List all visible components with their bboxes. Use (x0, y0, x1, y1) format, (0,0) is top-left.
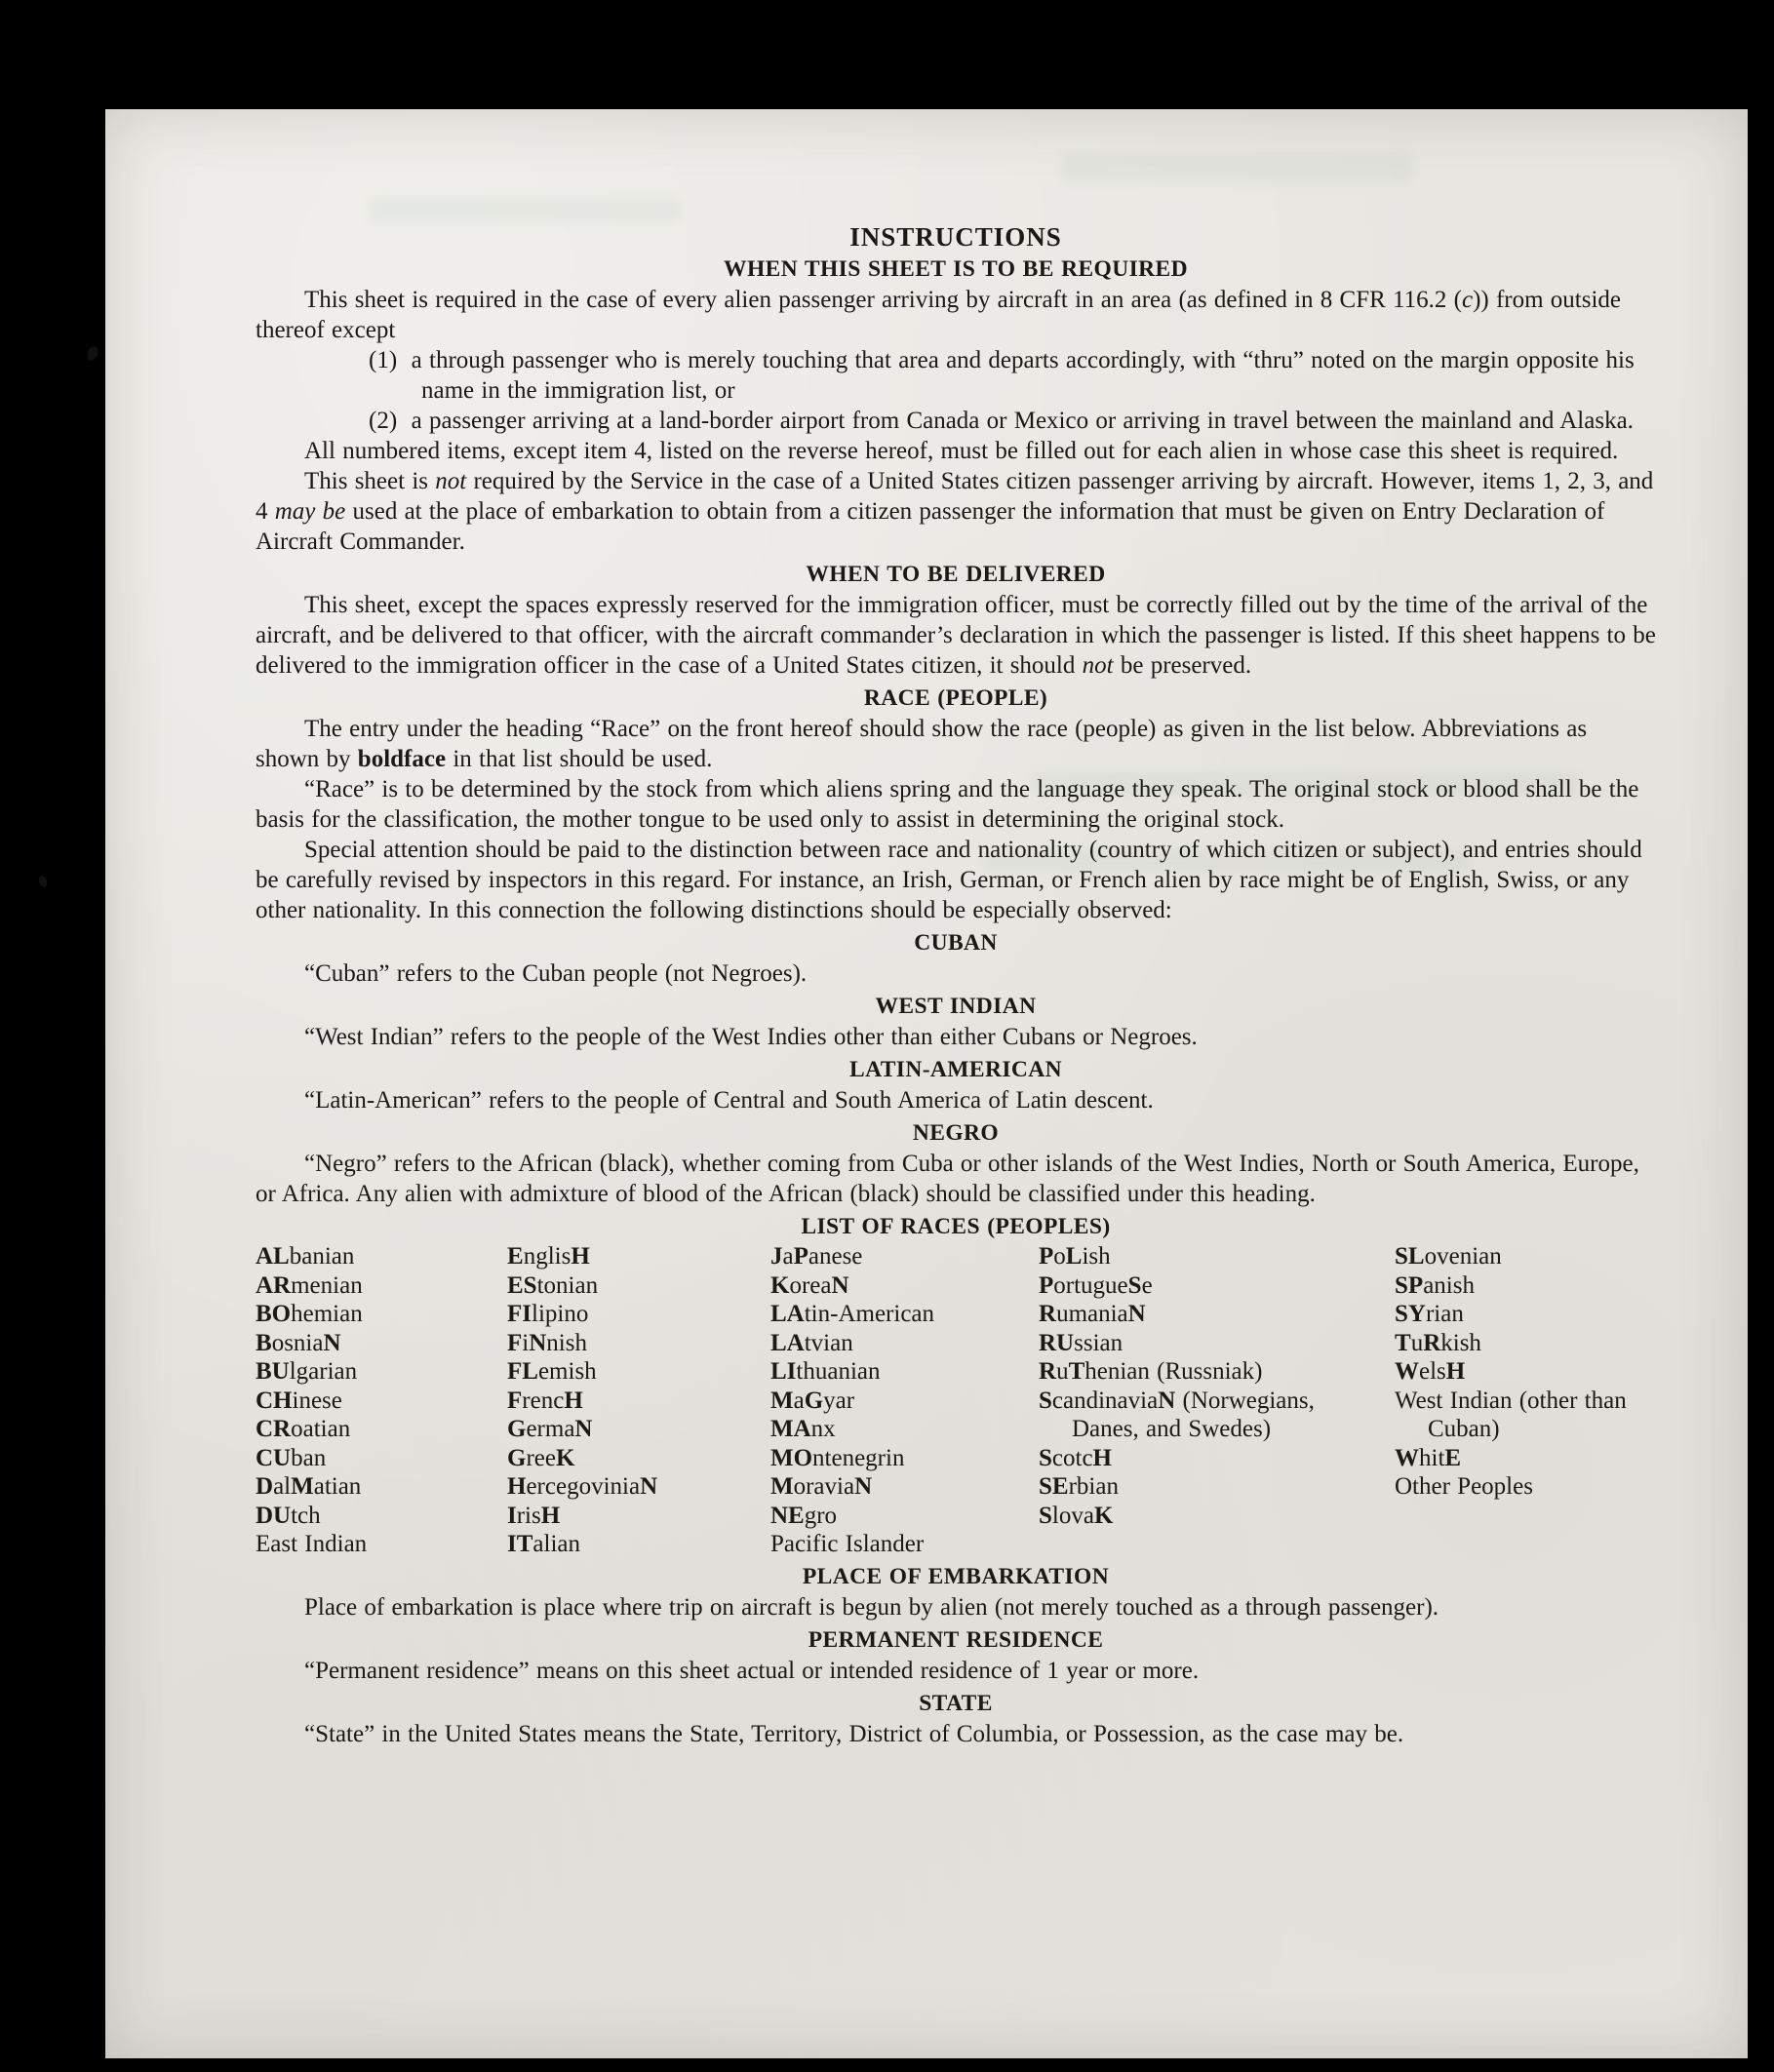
race-item: SLovenian (1395, 1243, 1502, 1270)
bleed-through-mark (369, 197, 681, 222)
race-item: East Indian (256, 1531, 368, 1557)
bleed-through-mark (1061, 153, 1412, 182)
paragraph: This sheet, except the spaces expressly reserved for the immigration officer, must be correctly filled out by the time of the arrival of the aircraft, and be delivered to that officer, with the aircraft commander’s declaration in which the passenger is listed. If this sheet happens to be delivered to the immigration officer in the case of a United States citizen, it should not be preserved. (256, 592, 1656, 679)
race-item: JaPanese (770, 1243, 863, 1270)
race-item: ScandinaviaN (Norwegians, Danes, and Swedes) (1039, 1387, 1315, 1442)
race-item: GermaN (507, 1416, 593, 1442)
page-title: INSTRUCTIONS (849, 222, 1062, 252)
race-item: IrisH (507, 1502, 561, 1529)
race-item: LAtvian (770, 1329, 853, 1356)
races-column (770, 1242, 1039, 1559)
document-body (256, 256, 1656, 1749)
numbered-list-item: (2) a passenger arriving at a land-border airport from Canada or Mexico or arriving in travel between the mainland and Alaska. (369, 408, 1634, 434)
race-item: SErbian (1039, 1473, 1119, 1500)
race-item: FIlipino (507, 1301, 589, 1327)
races-column (1039, 1242, 1395, 1559)
race-item: LAtin-American (770, 1301, 935, 1327)
race-item: TuRkish (1395, 1329, 1481, 1356)
section-heading: LATIN-AMERICAN (849, 1057, 1062, 1082)
race-item: RuThenian (Russniak) (1039, 1358, 1263, 1385)
race-item: PortugueSe (1039, 1271, 1153, 1299)
race-item: NEgro (770, 1502, 838, 1529)
section-heading: PERMANENT RESIDENCE (808, 1626, 1104, 1653)
paragraph: “Cuban” refers to the Cuban people (not Negroes). (304, 960, 808, 987)
race-item: CRoatian (256, 1416, 351, 1442)
race-item: ARmenian (256, 1271, 363, 1299)
paragraph: Special attention should be paid to the distinction between race and nationality (country of which citizen or subject), and entries should be carefully revised by inspectors in this regard. For instance, an Irish, German, or French alien by race might be of English, Swiss, or any other nationality. In this connection the following distinctions should be especially observed: (256, 837, 1642, 923)
paragraph: This sheet is required in the case of every alien passenger arriving by aircraft in an area (as defined in 8 CFR 116.2 (c)) from outside thereof except (256, 287, 1622, 343)
section-heading: STATE (919, 1690, 993, 1716)
race-item: WhitE (1395, 1444, 1462, 1471)
race-item: SlovaK (1039, 1502, 1114, 1529)
race-item: EnglisH (507, 1243, 590, 1270)
race-item: FLemish (507, 1358, 597, 1385)
race-item: EStonian (507, 1271, 599, 1299)
paragraph: All numbered items, except item 4, listed on the reverse hereof, must be filled out for each alien in whose case this sheet is required. (304, 438, 1619, 464)
paragraph: Place of embarkation is place where trip on aircraft is begun by alien (not merely touched as a through passenger). (304, 1593, 1439, 1621)
race-item: Pacific Islander (770, 1531, 925, 1557)
section-heading: WEST INDIAN (875, 994, 1037, 1019)
race-item: PoLish (1039, 1243, 1111, 1270)
document-content (256, 222, 1656, 1749)
race-item: FrencH (507, 1387, 583, 1414)
race-item: MoraviaN (770, 1473, 873, 1500)
race-item: DUtch (256, 1502, 321, 1529)
race-item: MOntenegrin (770, 1444, 905, 1471)
race-item: KoreaN (770, 1271, 849, 1299)
race-item: ITalian (507, 1531, 580, 1557)
race-item: RUssian (1039, 1329, 1124, 1356)
section-heading: PLACE OF EMBARKATION (802, 1563, 1110, 1589)
race-item: BOhemian (256, 1301, 363, 1327)
section-heading: WHEN TO BE DELIVERED (806, 562, 1106, 587)
numbered-list-item: (1) a through passenger who is merely touching that area and departs accordingly, with “thru” noted on the margin opposite his name in the immigration list, or (369, 347, 1635, 404)
paper-sheet (105, 109, 1748, 2058)
race-item: LIthuanian (770, 1358, 881, 1385)
paragraph: The entry under the heading “Race” on the front hereof should show the race (people) as given in the list below. Abbreviations as shown by boldface in that list should be used. (256, 716, 1588, 772)
paragraph: “Permanent residence” means on this sheet actual or intended residence of 1 year or more. (304, 1657, 1200, 1684)
race-item: MAnx (770, 1416, 836, 1442)
races-list (256, 1242, 1656, 1559)
race-item: ALbanian (256, 1243, 355, 1270)
race-item: ScotcH (1039, 1444, 1112, 1471)
race-item: West Indian (other than Cuban) (1395, 1387, 1627, 1442)
section-heading: CUBAN (914, 930, 998, 956)
paragraph: “Latin-American” refers to the people of Central and South America of Latin descent. (304, 1087, 1154, 1114)
race-item: GreeK (507, 1444, 575, 1471)
races-column (256, 1242, 507, 1559)
races-column (507, 1242, 770, 1559)
race-item: CHinese (256, 1387, 342, 1414)
race-item: SYrian (1395, 1301, 1464, 1327)
race-item: SPanish (1395, 1271, 1475, 1299)
race-item: BosniaN (256, 1329, 341, 1356)
paragraph: “West Indian” refers to the people of the West Indies other than either Cubans or Negroes. (304, 1024, 1198, 1050)
race-item: HercegoviniaN (507, 1473, 658, 1500)
ink-speck (38, 875, 49, 888)
section-heading: NEGRO (912, 1120, 1000, 1146)
races-column (1395, 1242, 1656, 1559)
race-item: DalMatian (256, 1473, 362, 1500)
race-item: Other Peoples (1395, 1473, 1533, 1500)
paragraph: This sheet is not required by the Service in the case of a United States citizen passenger arriving by aircraft. However, items 1, 2, 3, and 4 may be used at the place of embarkation to obtain from a citizen passenger the information that must be given on Entry Declaration of Aircraft Commander. (256, 468, 1654, 555)
paragraph: “Negro” refers to the African (black), whether coming from Cuba or other islands of the West Indies, North or South America, Europe, or Africa. Any alien with admixture of blood of the African (black) should be classified under this heading. (256, 1151, 1639, 1207)
paragraph: “Race” is to be determined by the stock from which aliens spring and the language they speak. The original stock or blood shall be the basis for the classification, the mother tongue to be used only to assist in determining the original stock. (256, 776, 1639, 833)
race-item: MaGyar (770, 1387, 855, 1414)
paragraph: “State” in the United States means the State, Territory, District of Columbia, or Possession, as the case may be. (304, 1720, 1404, 1747)
race-item: BUlgarian (256, 1358, 358, 1385)
ink-speck (86, 345, 100, 363)
race-item: CUban (256, 1444, 327, 1471)
race-item: FiNnish (507, 1329, 587, 1356)
section-heading: RACE (PEOPLE) (863, 685, 1048, 711)
race-item: RumaniaN (1039, 1301, 1146, 1327)
section-heading: LIST OF RACES (PEOPLES) (801, 1214, 1111, 1239)
race-item: WelsH (1395, 1358, 1466, 1385)
section-heading: WHEN THIS SHEET IS TO BE REQUIRED (724, 256, 1188, 282)
